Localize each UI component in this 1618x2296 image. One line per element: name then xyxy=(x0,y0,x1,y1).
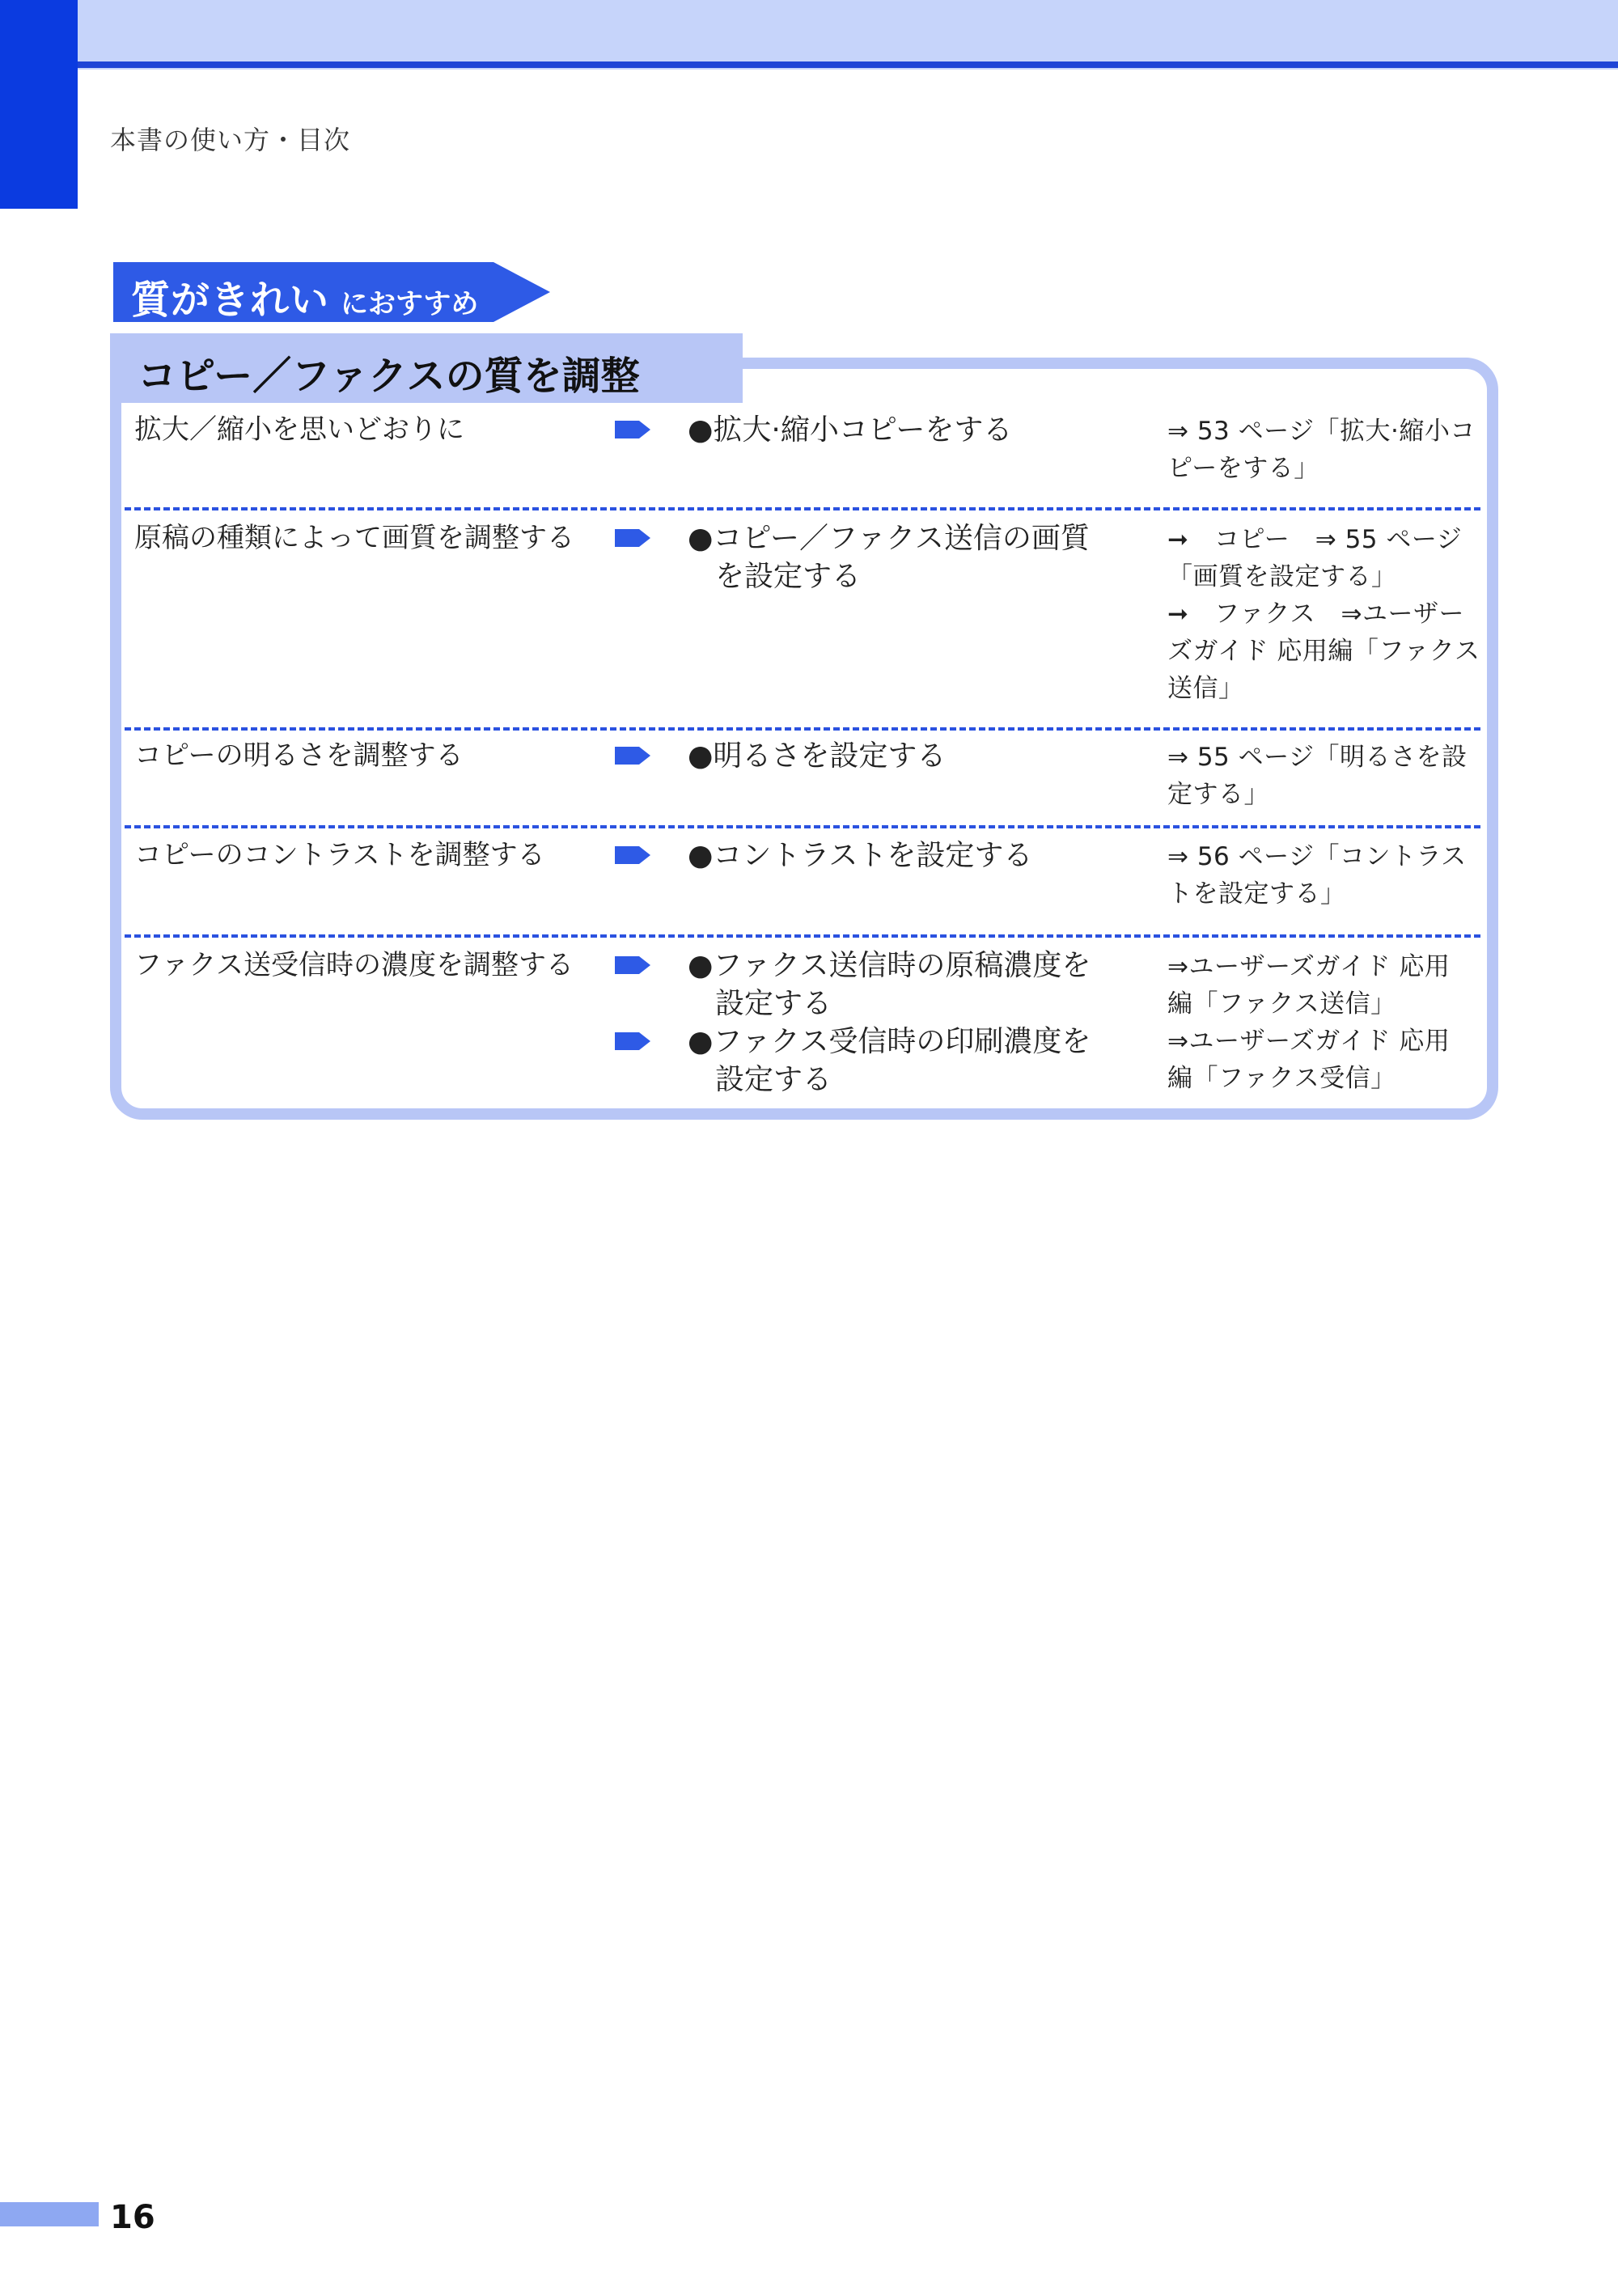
action-text xyxy=(688,947,1091,1099)
action-line: ●拡大·縮小コピーをする xyxy=(688,413,1013,447)
need-text: 原稿の種類によって画質を調整する xyxy=(134,522,574,554)
ref-line: ⇒ 55 ページ「明るさを設 xyxy=(1167,743,1468,772)
ref-line: 定する」 xyxy=(1167,780,1269,809)
ref-line: ピーをする」 xyxy=(1167,454,1319,483)
ref-line: ⇒ユーザーズガイド 応用 xyxy=(1167,952,1451,981)
arrow-right-icon xyxy=(615,845,650,866)
chapter-tab xyxy=(0,0,78,209)
section-title-suffix: におすすめ xyxy=(341,288,479,320)
panel-title: コピー／ファクスの質を調整 xyxy=(138,354,640,399)
action-line: 設定する xyxy=(715,1063,832,1096)
ref-line: ⇒ 56 ページ「コントラス xyxy=(1167,842,1467,871)
action-line: ●コピー／ファクス送信の画質 xyxy=(688,522,1090,555)
action-text xyxy=(688,519,1090,595)
arrow-right-icon xyxy=(615,527,650,549)
page-number-tab xyxy=(0,2202,99,2226)
ref-line: ⇒ 53 ページ「拡大·縮小コ xyxy=(1167,417,1476,446)
ref-line: ズガイド 応用編「ファクス xyxy=(1167,637,1480,666)
row-divider xyxy=(125,507,1480,510)
row-divider xyxy=(125,825,1480,828)
top-header-rule xyxy=(78,61,1618,68)
action-line: ●ファクス受信時の印刷濃度を xyxy=(688,1025,1091,1058)
section-title xyxy=(131,269,478,324)
reference-text xyxy=(1167,948,1483,1097)
reference-text xyxy=(1167,838,1483,913)
need-text: コピーのコントラストを調整する xyxy=(134,839,545,871)
section-banner xyxy=(113,262,550,322)
reference-text xyxy=(1167,521,1483,707)
ref-line: 編「ファクス送信」 xyxy=(1167,989,1396,1019)
row-divider xyxy=(125,934,1480,938)
arrow-right-icon xyxy=(615,419,650,440)
ref-line: 編「ファクス受信」 xyxy=(1167,1064,1396,1093)
page-number: 16 xyxy=(110,2199,155,2236)
ref-line: ⇒ユーザーズガイド 応用 xyxy=(1167,1027,1451,1056)
action-line: ●ファクス送信時の原稿濃度を xyxy=(688,949,1091,982)
action-text xyxy=(688,837,1032,875)
ref-line: 送信」 xyxy=(1167,674,1244,703)
ref-line: ➞ コピー ⇒ 55 ページ xyxy=(1167,525,1463,554)
action-text xyxy=(688,737,946,775)
section-title-main: 質がきれい xyxy=(131,277,330,323)
reference-text xyxy=(1167,739,1483,813)
top-header-band xyxy=(0,0,1618,70)
need-text: コピーの明るさを調整する xyxy=(134,739,464,772)
ref-line: ➞ ファクス ⇒ユーザー xyxy=(1167,599,1465,629)
action-line: ●コントラストを設定する xyxy=(688,839,1033,872)
need-text: ファクス送受信時の濃度を調整する xyxy=(134,949,574,981)
action-line: ●明るさを設定する xyxy=(688,739,947,773)
row-divider xyxy=(125,727,1480,731)
ref-line: トを設定する」 xyxy=(1167,879,1346,909)
action-line: を設定する xyxy=(715,560,862,593)
action-line: 設定する xyxy=(715,987,832,1020)
reference-text xyxy=(1167,413,1483,487)
ref-line: 「画質を設定する」 xyxy=(1167,562,1397,591)
running-head: 本書の使い方・目次 xyxy=(110,125,351,155)
arrow-right-icon xyxy=(615,1031,650,1052)
arrow-right-icon xyxy=(615,955,650,976)
panel-title-tab xyxy=(110,333,743,403)
need-text: 拡大／縮小を思いどおりに xyxy=(134,413,464,446)
arrow-right-icon xyxy=(615,745,650,766)
action-text xyxy=(688,411,1012,449)
